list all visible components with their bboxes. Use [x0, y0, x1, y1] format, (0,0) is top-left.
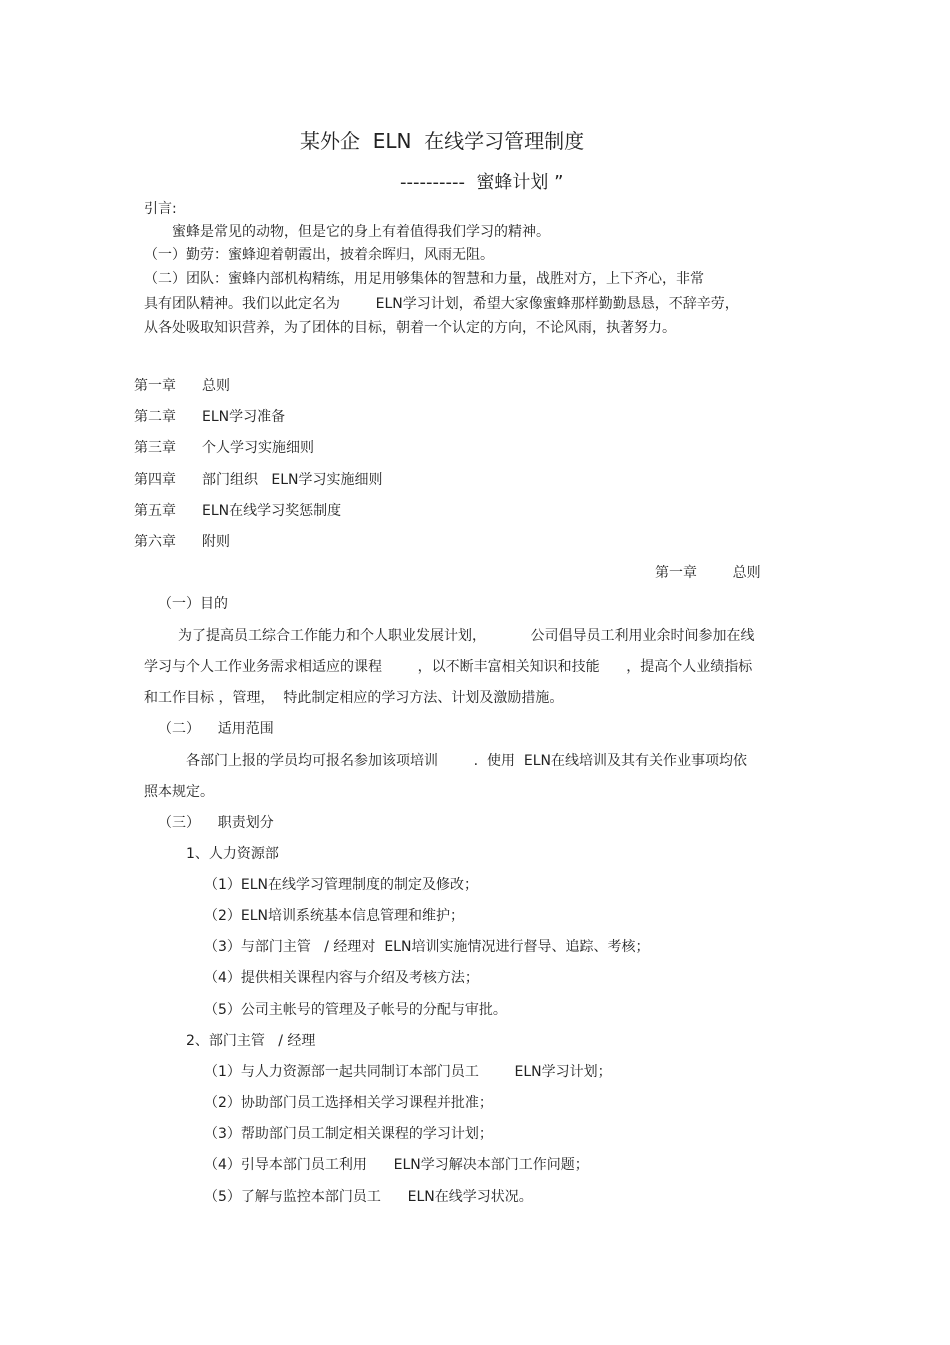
toc-chapter-name: 部门组织 ELN学习实施细则 [202, 472, 383, 488]
list-item: （4）提供相关课程内容与介绍及考核方法； [204, 970, 479, 986]
toc-chapter-label: 第五章 [134, 503, 176, 519]
intro-paragraph-3-line-1: （二）团队：蜜蜂内部机构精练，用足用够集体的智慧和力量，战胜对方，上下齐心，非常 [144, 271, 704, 287]
list-item: （2）ELN培训系统基本信息管理和维护； [204, 908, 465, 924]
toc-chapter-label: 第二章 [134, 409, 176, 425]
list-item: （1）与人力资源部一起共同制订本部门员工 ELN学习计划； [204, 1064, 612, 1080]
section-1-line-3: 和工作目标 ，管理， 特此制定相应的学习方法、计划及激励措施。 [144, 690, 564, 706]
list-item: （1）ELN在线学习管理制度的制定及修改； [204, 877, 479, 893]
intro-paragraph-3-line-3: 从各处吸取知识营养，为了团体的目标，朝着一个认定的方向，不论风雨，执著努力。 [144, 320, 676, 336]
section-2-title: （二） 适用范围 [158, 721, 274, 737]
section-3-title: （三） 职责划分 [158, 815, 274, 831]
toc-chapter-name: ELN在线学习奖惩制度 [202, 503, 342, 519]
manager-title: 2、部门主管 / 经理 [186, 1033, 316, 1049]
list-item: （5）了解与监控本部门员工 ELN在线学习状况。 [204, 1189, 533, 1205]
section-2-line-2: 照本规定。 [144, 784, 214, 800]
toc-chapter-label: 第四章 [134, 472, 176, 488]
list-item: （4）引导本部门员工利用 ELN学习解决本部门工作问题； [204, 1157, 589, 1173]
list-item: （2）协助部门员工选择相关学习课程并批准； [204, 1095, 493, 1111]
section-1-line-2: 学习与个人工作业务需求相适应的课程 ，以不断丰富相关知识和技能 ，提高个人业绩指标 [144, 659, 753, 675]
intro-paragraph-2: （一）勤劳：蜜蜂迎着朝霞出，披着余晖归，风雨无阻。 [144, 247, 494, 263]
list-item: （3）与部门主管 / 经理对 ELN培训实施情况进行督导、追踪、考核； [204, 939, 650, 955]
toc-chapter-label: 第一章 [134, 378, 176, 394]
section-2-line-1: 各部门上报的学员均可报名参加该项培训 . 使用 ELN在线培训及其有关作业事项均依 [186, 753, 747, 769]
document-title: 某外企 ELN 在线学习管理制度 [300, 129, 585, 153]
hr-department-title: 1、人力资源部 [186, 846, 279, 862]
list-item: （5）公司主帐号的管理及子帐号的分配与审批。 [204, 1002, 507, 1018]
toc-chapter-label: 第三章 [134, 440, 176, 456]
toc-chapter-name: 个人学习实施细则 [202, 440, 314, 456]
section-1-title: （一）目的 [158, 596, 228, 612]
chapter-1-heading: 第一章 总则 [655, 565, 761, 581]
toc-chapter-name: 总则 [202, 378, 230, 394]
intro-paragraph-1: 蜜蜂是常见的动物，但是它的身上有着值得我们学习的精神。 [172, 224, 550, 240]
toc-chapter-name: 附则 [202, 534, 230, 550]
document-subtitle: ---------- 蜜蜂计划 ” [400, 172, 564, 193]
intro-paragraph-3-line-2: 具有团队精神。我们以此定名为 ELN学习计划，希望大家像蜜蜂那样勤勤恳恳，不辞辛劳， [144, 296, 739, 312]
section-1-line-1: 为了提高员工综合工作能力和个人职业发展计划， 公司倡导员工利用业余时间参加在线 [178, 628, 755, 644]
toc-chapter-name: ELN学习准备 [202, 409, 286, 425]
list-item: （3）帮助部门员工制定相关课程的学习计划； [204, 1126, 493, 1142]
intro-label: 引言: [144, 201, 177, 217]
toc-chapter-label: 第六章 [134, 534, 176, 550]
